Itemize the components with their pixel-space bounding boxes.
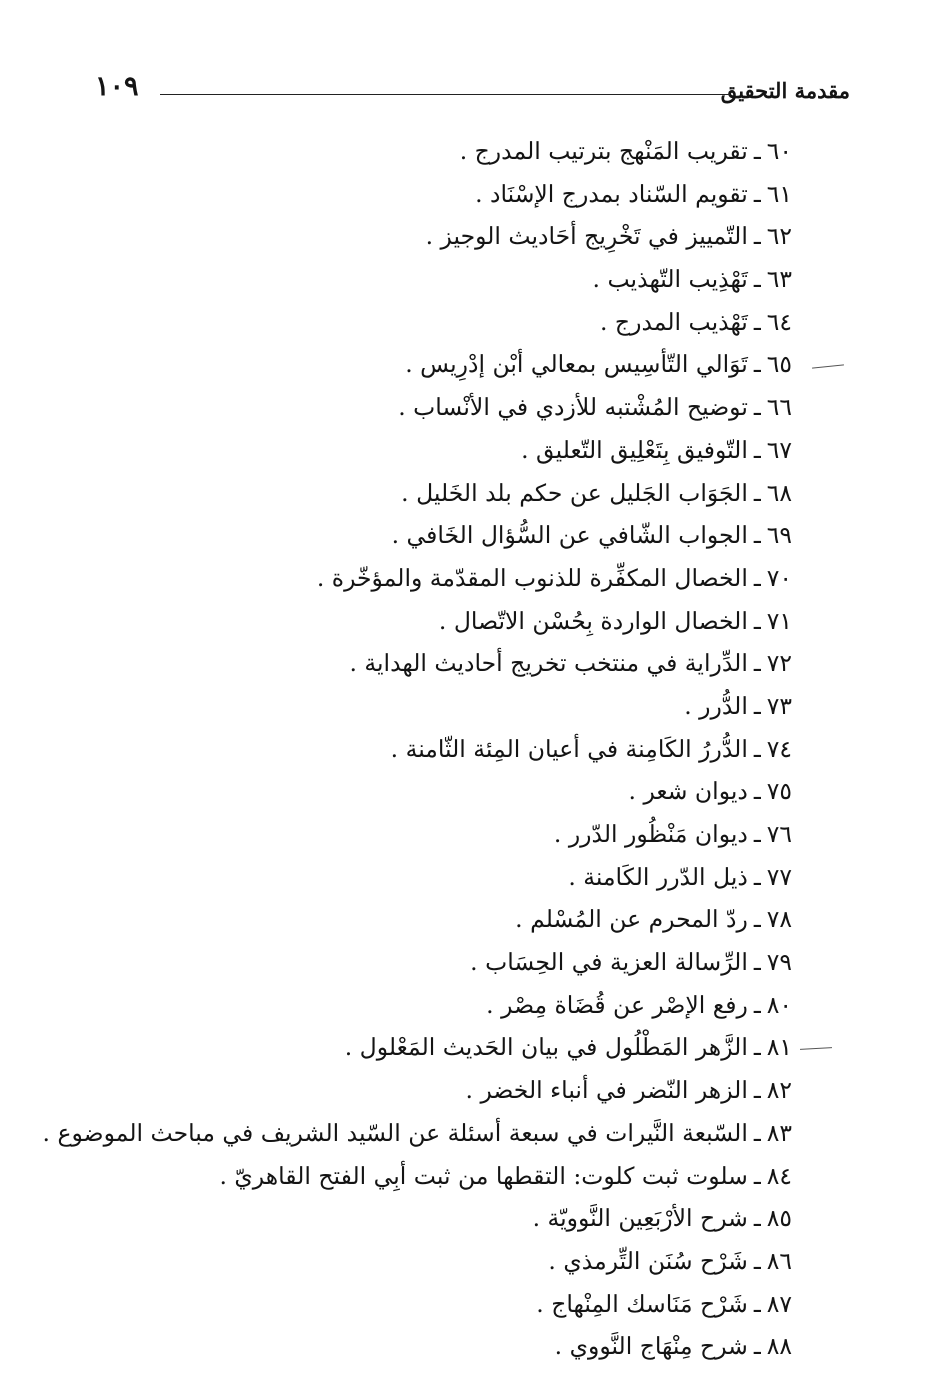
entry-title: شرح الأرْبَعِين النَّوويّة . (532, 1204, 748, 1233)
entry-separator: ـ (753, 734, 761, 763)
entry-separator: ـ (753, 948, 761, 977)
list-item (132, 770, 792, 813)
entry-number: ٨٨ (766, 1332, 792, 1361)
list-item (132, 130, 792, 173)
list-item (132, 1283, 792, 1326)
entry-number: ٦١ (766, 179, 792, 208)
list-item (132, 600, 792, 643)
entry-title: الدُّرر . (684, 691, 748, 720)
entry-separator: ـ (753, 265, 761, 294)
works-list (42, 130, 792, 1368)
running-title: مقدمة التحقيق (720, 78, 850, 103)
entry-title: ذيل الدّرر الكَامنة . (568, 862, 748, 891)
entry-title: تَهْذِيب التّهذيب . (592, 265, 748, 294)
entry-separator: ـ (753, 179, 761, 208)
entry-separator: ـ (753, 1289, 761, 1318)
entry-number: ٨٤ (766, 1161, 792, 1190)
entry-title: سلوت ثبت كلوت: التقطها من ثبت أبِي الفتح القاهريّ . (219, 1161, 748, 1190)
entry-title: تَوَالي التّأسِيس بمعالي أبْن إدْرِيس . (405, 350, 748, 379)
entry-separator: ـ (753, 1076, 761, 1105)
entry-separator: ـ (753, 1204, 761, 1233)
list-item (132, 386, 792, 429)
entry-separator: ـ (753, 691, 761, 720)
entry-separator: ـ (753, 649, 761, 678)
entry-title: رفع الإصْر عن قُضَاة مِصْر . (486, 990, 748, 1019)
entry-number: ٨١ (766, 1033, 792, 1062)
entry-number: ٨٣ (766, 1118, 792, 1147)
list-item (132, 429, 792, 472)
entry-title: الدِّراية في منتخب تخريج أحاديث الهداية . (349, 649, 748, 678)
entry-title: ردّ المحرم عن المُسْلم . (515, 905, 748, 934)
entry-title: تقويم السّناد بمدرج الإسْنَاد . (475, 179, 748, 208)
list-item (132, 856, 792, 899)
entry-title: شرح مِنْهَاج النَّووي . (554, 1332, 748, 1361)
list-item (132, 1325, 792, 1368)
entry-title: السّبعة النَّيرات في سبعة أسئلة عن السّيد الشريف في مباحث الموضوع . (42, 1118, 748, 1147)
list-item (132, 173, 792, 216)
entry-number: ٨٠ (766, 990, 792, 1019)
list-item (132, 1240, 792, 1283)
list-item (132, 557, 792, 600)
list-item (132, 898, 792, 941)
entry-title: الزهر النّضر في أنباء الخضر . (465, 1076, 748, 1105)
list-item (132, 941, 792, 984)
list-item (132, 514, 792, 557)
entry-number: ٧٢ (766, 649, 792, 678)
entry-title: الزَّهر المَطْلُول في بيان الحَديث المَعْلول . (344, 1033, 748, 1062)
entry-number: ٧٤ (766, 734, 792, 763)
list-item (132, 813, 792, 856)
header-rule (160, 94, 730, 95)
entry-separator: ـ (753, 137, 761, 165)
entry-number: ٦٤ (766, 307, 792, 336)
entry-separator: ـ (753, 1161, 761, 1190)
list-item (132, 1069, 792, 1112)
entry-title: توضيح المُشْتبه للأزدي في الأنْساب . (398, 393, 748, 422)
entry-number: ٦٦ (766, 393, 792, 422)
entry-title: ديوان مَنْظُور الدّرر . (553, 820, 748, 848)
entry-separator: ـ (753, 521, 761, 550)
entry-title: ديوان شعر . (628, 777, 748, 806)
entry-title: تقريب المَنْهج بترتيب المدرج . (459, 137, 748, 165)
list-item (132, 1197, 792, 1240)
margin-mark (812, 364, 844, 368)
list-item (132, 258, 792, 301)
entry-number: ٧٠ (766, 563, 792, 592)
entry-number: ٦٥ (766, 350, 792, 379)
entry-number: ٧٨ (766, 905, 792, 934)
list-item (42, 1112, 792, 1155)
entry-separator: ـ (753, 990, 761, 1019)
entry-number: ٨٧ (766, 1289, 792, 1318)
entry-number: ٧٦ (766, 820, 792, 848)
entry-separator: ـ (753, 777, 761, 806)
entry-separator: ـ (753, 222, 761, 251)
entry-number: ٧٣ (766, 691, 792, 720)
list-item (132, 215, 792, 258)
list-item (132, 984, 792, 1027)
entry-number: ٧٩ (766, 948, 792, 977)
entry-number: ٨٦ (766, 1246, 792, 1275)
list-item (132, 1155, 792, 1198)
entry-separator: ـ (753, 478, 761, 507)
list-item (132, 343, 792, 386)
entry-title: شَرْح مَنَاسك المِنْهاج . (536, 1289, 748, 1318)
entry-title: التّمييز في تَخْرِيج أحَاديث الوجيز . (425, 222, 748, 251)
entry-number: ٦٨ (766, 478, 792, 507)
entry-separator: ـ (753, 905, 761, 934)
list-item (132, 301, 792, 344)
entry-number: ٦٧ (766, 435, 792, 464)
list-item (132, 472, 792, 515)
entry-number: ٨٥ (766, 1204, 792, 1233)
list-item (132, 642, 792, 685)
entry-number: ٧١ (766, 606, 792, 635)
entry-separator: ـ (753, 606, 761, 635)
list-item (132, 728, 792, 771)
entry-separator: ـ (753, 307, 761, 336)
entry-number: ٨٢ (766, 1076, 792, 1105)
entry-separator: ـ (753, 393, 761, 422)
entry-number: ٦٩ (766, 521, 792, 550)
entry-number: ٧٥ (766, 777, 792, 806)
entry-title: التّوفيق بِتَعْلِيق التّعليق . (521, 435, 748, 464)
entry-separator: ـ (753, 820, 761, 848)
list-item (132, 685, 792, 728)
entry-separator: ـ (753, 1246, 761, 1275)
entry-number: ٦٣ (766, 265, 792, 294)
entry-number: ٦٢ (766, 222, 792, 251)
entry-title: شَرْح سُنَن التِّرمذي . (548, 1246, 748, 1275)
page-header (95, 72, 850, 112)
margin-mark (800, 1047, 832, 1050)
entry-separator: ـ (753, 862, 761, 891)
entry-title: الرِّسالة العزية في الحِسَاب . (470, 948, 748, 977)
entry-separator: ـ (753, 1118, 761, 1147)
list-item (132, 1026, 792, 1069)
entry-title: الدُّررُ الكَامِنة في أعيان المِئة الثّامنة . (390, 734, 748, 763)
entry-separator: ـ (753, 563, 761, 592)
entry-title: الخصال الواردة بِحُسْن الاتّصال . (438, 606, 748, 635)
entry-separator: ـ (753, 435, 761, 464)
entry-number: ٦٠ (766, 137, 792, 165)
entry-title: الجواب الشّافي عن السُّؤال الخَافي . (391, 521, 748, 550)
entry-title: الجَوَاب الجَليل عن حكم بلد الخَليل . (401, 478, 748, 507)
entry-separator: ـ (753, 350, 761, 379)
page-number: ١٠٩ (95, 71, 139, 102)
entry-separator: ـ (753, 1033, 761, 1062)
entry-title: تَهْذيب المدرج . (599, 307, 748, 336)
entry-title: الخصال المكفِّرة للذنوب المقدّمة والمؤخّرة . (316, 563, 748, 592)
entry-separator: ـ (753, 1332, 761, 1361)
entry-number: ٧٧ (766, 862, 792, 891)
